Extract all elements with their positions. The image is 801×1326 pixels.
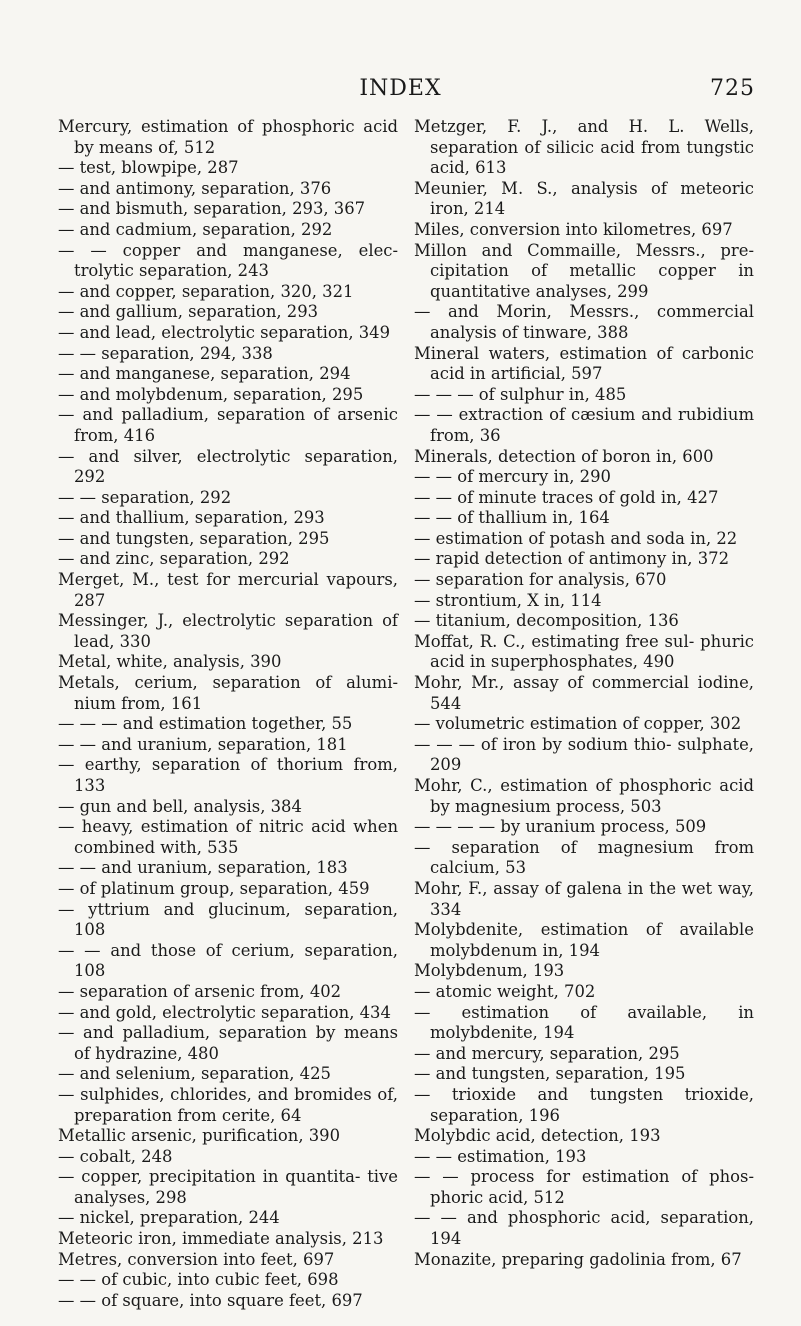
index-entry: — separation of arsenic from, 402	[58, 981, 342, 1001]
index-entry: Mercury, estimation of phosphoric acid by means of, 512	[58, 117, 398, 157]
index-entry: — yttrium and glucinum, separation, 108	[58, 899, 398, 940]
index-entry: — — separation, 292	[58, 487, 232, 507]
index-entry: Monazite, preparing gadolinia from, 67	[414, 1249, 742, 1269]
index-entry: — — of thallium in, 164	[414, 508, 610, 528]
index-entry: — and tungsten, separation, 195	[414, 1064, 686, 1084]
index-entry: — and Morin, Messrs., commercial analysis of tinware, 388	[414, 302, 754, 342]
index-entry: — estimation of potash and soda in, 22	[414, 528, 738, 548]
index-entry: Meteoric iron, immediate analysis, 213	[58, 1229, 384, 1249]
index-entry: Miles, conversion into kilometres, 697	[414, 219, 733, 239]
index-entry: — — — — by uranium process, 509	[414, 817, 707, 837]
index-entry: — — and those of cerium, separation, 108	[58, 940, 398, 981]
index-entry: — estimation of available, in molybdenite, 194	[414, 1002, 754, 1043]
index-entry: Mineral waters, estimation of carbonic acid in artificial, 597	[414, 343, 754, 384]
page-title: INDEX	[359, 76, 442, 101]
index-entry: Metzger, F. J., and H. L. Wells, separation of silicic acid from tungstic acid, 613	[414, 117, 754, 178]
index-entry: — — copper and manganese, elec- trolytic separation, 243	[58, 240, 398, 281]
index-entry: — trioxide and tungsten trioxide, separation, 196	[414, 1084, 754, 1125]
index-entry: — and zinc, separation, 292	[58, 549, 290, 569]
index-entry: — — — of sulphur in, 485	[414, 384, 627, 404]
index-entry: Molybdenite, estimation of available molybdenum in, 194	[414, 920, 754, 960]
index-entry: — and thallium, separation, 293	[58, 508, 325, 528]
index-entry: — and mercury, separation, 295	[414, 1043, 680, 1063]
index-entry: — and palladium, separation of arsenic from, 416	[58, 405, 398, 445]
index-entry: — and selenium, separation, 425	[58, 1064, 331, 1084]
index-entry: — — estimation, 193	[414, 1146, 587, 1166]
index-entry: — of platinum group, separation, 459	[58, 878, 370, 898]
index-entry: — and gold, electrolytic separation, 434	[58, 1002, 391, 1022]
index-entry: — and tungsten, separation, 295	[58, 528, 330, 548]
index-entry: — and cadmium, separation, 292	[58, 219, 333, 239]
index-entry: — — and uranium, separation, 183	[58, 858, 348, 878]
index-entry: Merget, M., test for mercurial vapours, 287	[58, 570, 398, 610]
index-entry: — and manganese, separation, 294	[58, 364, 351, 384]
index-entry: Molybdic acid, detection, 193	[414, 1126, 661, 1146]
index-entry: Metal, white, analysis, 390	[58, 652, 282, 672]
index-entry: Metals, cerium, separation of alumi- nium from, 161	[58, 673, 398, 713]
index-entry: — separation for analysis, 670	[414, 570, 667, 590]
index-entry: — copper, precipitation in quantita- tive analyses, 298	[58, 1167, 398, 1207]
index-entry: Mohr, F., assay of galena in the wet way, 334	[414, 878, 754, 919]
index-column-right	[414, 117, 754, 1270]
index-entry: Meunier, M. S., analysis of meteoric iron, 214	[414, 178, 754, 219]
index-entry: — nickel, preparation, 244	[58, 1208, 280, 1228]
index-entry: Mohr, C., estimation of phosphoric acid by magnesium process, 503	[414, 776, 754, 816]
index-entry: — separation of magnesium from calcium, 53	[414, 837, 754, 878]
index-entry: Mohr, Mr., assay of commercial iodine, 544	[414, 673, 754, 713]
index-entry: — strontium, X in, 114	[414, 590, 602, 610]
index-entry: Messinger, J., electrolytic separation of lead, 330	[58, 611, 398, 651]
index-entry: — and molybdenum, separation, 295	[58, 384, 364, 404]
index-entry: Metres, conversion into feet, 697	[58, 1249, 335, 1269]
index-entry: — and antimony, separation, 376	[58, 178, 332, 198]
index-entry: — volumetric estimation of copper, 302	[414, 714, 742, 734]
index-entry: — — of minute traces of gold in, 427	[414, 487, 719, 507]
index-entry: — — extraction of cæsium and rubidium from, 36	[414, 405, 754, 445]
index-entry: — sulphides, chlorides, and bromides of, preparation from cerite, 64	[58, 1084, 398, 1125]
index-entry: Metallic arsenic, purification, 390	[58, 1126, 341, 1146]
index-entry: — and lead, electrolytic separation, 349	[58, 322, 391, 342]
index-entry: — rapid detection of antimony in, 372	[414, 549, 730, 569]
index-entry: Minerals, detection of boron in, 600	[414, 446, 714, 466]
index-entry: — — process for estimation of phos- phoric acid, 512	[414, 1167, 754, 1207]
index-entry: Molybdenum, 193	[414, 961, 565, 981]
index-entry: — — of square, into square feet, 697	[58, 1290, 363, 1310]
index-entry: — heavy, estimation of nitric acid when combined with, 535	[58, 817, 398, 857]
index-entry: — — — and estimation together, 55	[58, 714, 353, 734]
index-entry: — — and phosphoric acid, separation, 194	[414, 1208, 754, 1249]
index-entry: — and palladium, separation by means of hydrazine, 480	[58, 1023, 398, 1063]
page-number: 725	[710, 76, 755, 101]
index-entry: — and silver, electrolytic separation, 292	[58, 446, 398, 487]
index-entry: Moffat, R. C., estimating free sul- phuric acid in superphosphates, 490	[414, 631, 754, 672]
index-entry: Millon and Commaille, Messrs., pre- cipitation of metallic copper in quantitative analyses, 299	[414, 240, 754, 301]
index-entry: — test, blowpipe, 287	[58, 158, 239, 178]
index-entry: — — separation, 294, 338	[58, 343, 273, 363]
index-entry: — and bismuth, separation, 293, 367	[58, 199, 366, 219]
index-entry: — cobalt, 248	[58, 1146, 173, 1166]
index-entry: — earthy, separation of thorium from, 133	[58, 755, 398, 795]
index-entry: — and copper, separation, 320, 321	[58, 281, 354, 301]
index-entry: — — of mercury in, 290	[414, 467, 611, 487]
index-entry: — — and uranium, separation, 181	[58, 734, 348, 754]
index-entry: — atomic weight, 702	[414, 981, 596, 1001]
index-entry: — — — of iron by sodium thio- sulphate, 209	[414, 734, 754, 775]
index-entry: — and gallium, separation, 293	[58, 302, 319, 322]
index-entry: — gun and bell, analysis, 384	[58, 796, 302, 816]
index-entry: — titanium, decomposition, 136	[414, 611, 679, 631]
index-column-left	[58, 117, 398, 1311]
index-entry: — — of cubic, into cubic feet, 698	[58, 1270, 339, 1290]
